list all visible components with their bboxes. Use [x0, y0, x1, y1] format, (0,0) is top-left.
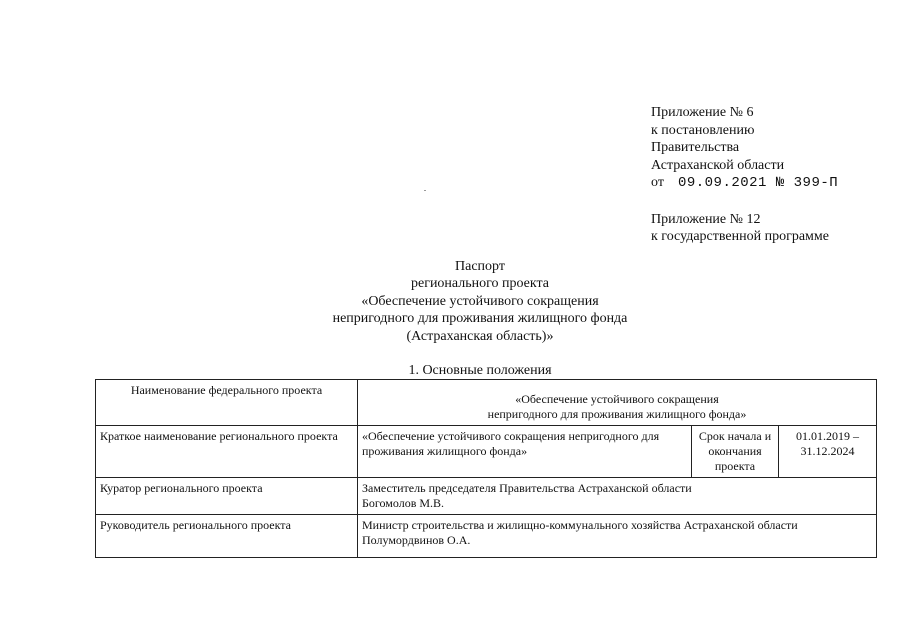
title-line-4: непригодного для проживания жилищного фонда [332, 311, 628, 327]
federal-project-value [358, 380, 877, 426]
appendix-header [651, 104, 838, 246]
table-row [96, 478, 877, 515]
title-line-5: (Астраханская область)» [406, 328, 554, 344]
resolution-date-line [651, 174, 838, 193]
appendix-12-title: Приложение № 12 [651, 211, 761, 227]
title-line-2: регионального проекта [410, 276, 550, 292]
project-term-label: Срок начала и окончания проекта [692, 426, 779, 478]
project-term-value: 01.01.2019 – 31.12.2024 [779, 426, 877, 478]
to-program-text: к государственной программе [651, 229, 829, 244]
region-text: Астраханской области [651, 157, 785, 173]
project-head-label: Руководитель регионального проекта [96, 515, 358, 558]
short-name-label: Краткое наименование регионального проекта [96, 426, 358, 478]
to-resolution-text: к постановлению [651, 122, 755, 138]
federal-project-label: Наименование федерального проекта [96, 380, 358, 426]
project-head-name: Полумордвинов О.А. [362, 533, 471, 547]
table-row [96, 380, 877, 426]
resolution-date-number: 09.09.2021 № 399-П [677, 175, 839, 191]
header-spacer [651, 193, 838, 211]
from-label: от [651, 175, 664, 190]
table-row [96, 426, 877, 478]
project-head-position: Министр строительства и жилищно-коммунального хозяйства Астраханской области [362, 518, 798, 532]
federal-project-value-line-1: «Обеспечение устойчивого сокращения [515, 392, 719, 406]
table-row [96, 515, 877, 558]
curator-name: Богомолов М.В. [362, 496, 445, 510]
government-text: Правительства [651, 140, 740, 155]
document-title [280, 258, 680, 345]
scan-speck [424, 190, 426, 191]
curator-value [358, 478, 877, 515]
main-positions-table [95, 379, 877, 558]
title-line-1: Паспорт [455, 259, 505, 274]
title-line-3: «Обеспечение устойчивого сокращения [361, 293, 599, 309]
short-name-value: «Обеспечение устойчивого сокращения непригодного для проживания жилищного фонда» [358, 426, 692, 478]
project-head-value [358, 515, 877, 558]
curator-position: Заместитель председателя Правительства Астраханской области [362, 481, 692, 495]
appendix-6-title: Приложение № 6 [651, 105, 754, 120]
federal-project-value-line-2: непригодного для проживания жилищного фонда» [487, 407, 747, 421]
curator-label: Куратор регионального проекта [96, 478, 358, 515]
section-title: 1. Основные положения [408, 363, 552, 378]
